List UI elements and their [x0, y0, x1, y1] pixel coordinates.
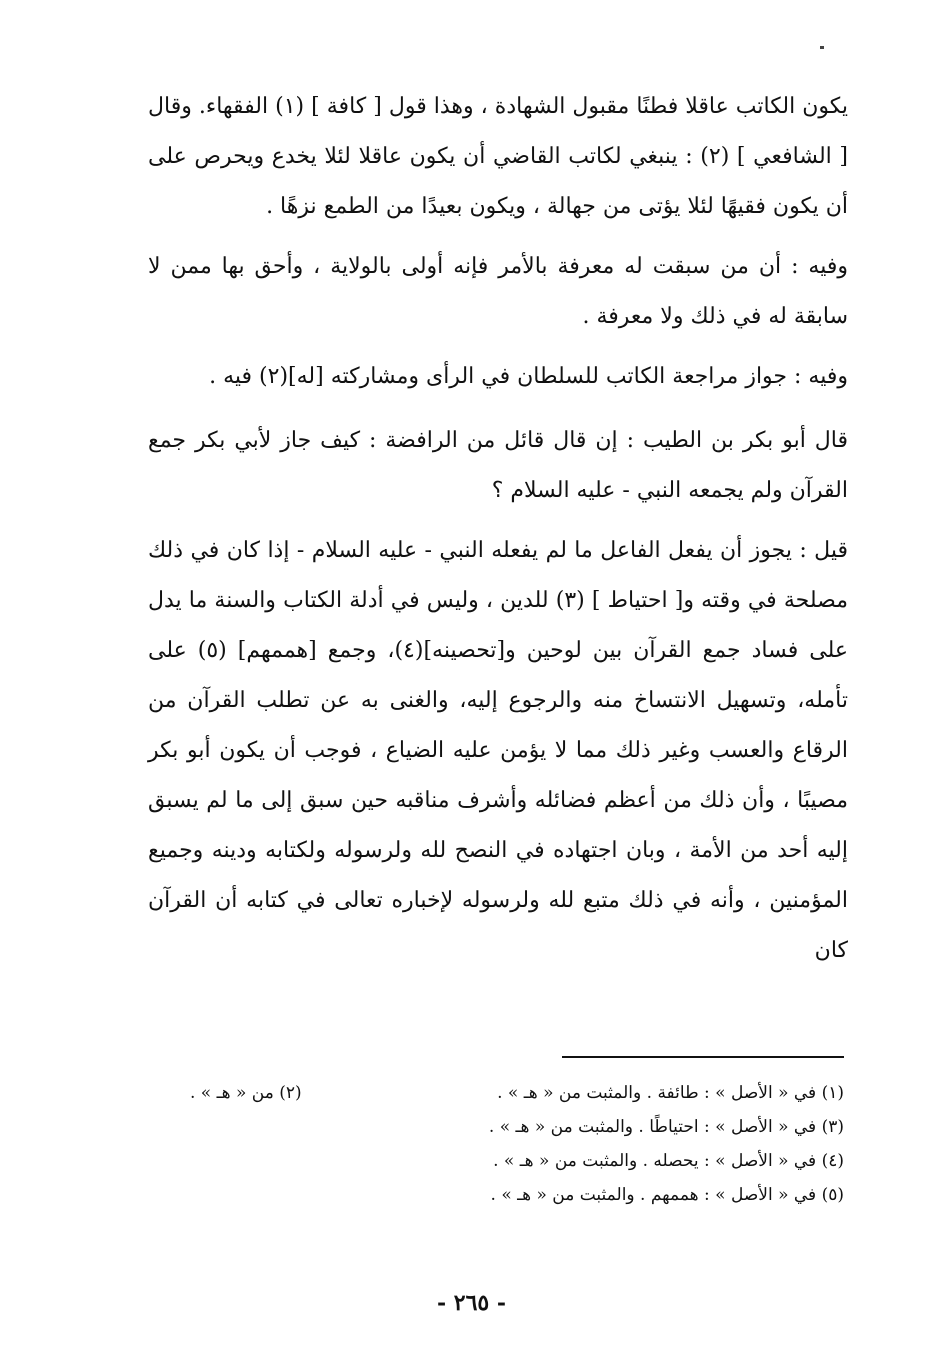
paragraph-5: قيل : يجوز أن يفعل الفاعل ما لم يفعله النبي - عليه السلام - إذا كان في ذلك مصلحة في وقته و[ احتياط ] (٣) للدين ، وليس في أدلة الكتاب والسنة ما يدل على فساد جمع القرآن بين لوحين و[تحصينه](٤)، وجمع [هممهم] (٥) على تأمله، وتسهيل الانتساخ منه والرجوع إليه، والغنى به عن تطلب القرآن من الرقاع والعسب وغير ذلك مما لا يؤمن عليه الضياع ، فوجب أن يكون أبو بكر مصيبًا ، وأن ذلك من أعظم فضائله وأشرف مناقبه حين سبق إلى ما لم يسبق إليه أحد من الأمة ، وبان اجتهاده في النصح لله ولرسوله ولكتابه ودينه وجميع المؤمنين ، وأنه في ذلك متبع لله ولرسوله لإخباره تعالى في كتابه أن القرآن كان	[148, 538, 849, 963]
paragraph-1: يكون الكاتب عاقلا فطنًا مقبول الشهادة ، وهذا قول [ كافة ] (١) الفقهاء. وقال [ الشافعي ] (٢) : ينبغي لكاتب القاضي أن يكون عاقلا لئلا يخدع ويحرص على أن يكون فقيهًا لئلا يؤتى من جهالة ، ويكون بعيدًا من الطمع نزهًا .	[148, 94, 848, 219]
footnote-separator	[562, 1056, 844, 1058]
footnote-2: (٢) من « هـ » .	[190, 1083, 302, 1103]
footnote-row	[190, 1076, 844, 1110]
footnote-4: (٤) في « الأصل » : يحصله . والمثبت من « هـ » .	[493, 1151, 844, 1171]
footnote-row	[190, 1144, 844, 1178]
paragraph-2: وفيه : أن من سبقت له معرفة بالأمر فإنه أولى بالولاية ، وأحق بها ممن لا سابقة له في ذلك ولا معرفة .	[148, 254, 848, 329]
scan-speck	[820, 46, 824, 49]
paragraph-3: وفيه : جواز مراجعة الكاتب للسلطان في الرأى ومشاركته [له](٢) فيه .	[209, 364, 848, 389]
footnote-3: (٣) في « الأصل » : احتياطًا . والمثبت من « هـ » .	[488, 1117, 844, 1137]
footnote-row	[190, 1110, 844, 1144]
footnotes	[190, 1076, 844, 1212]
page-number: - ٢٦٥ -	[436, 1290, 507, 1316]
footnote-1: (١) في « الأصل » : طائفة . والمثبت من « هـ » .	[497, 1083, 844, 1103]
paragraph-4: قال أبو بكر بن الطيب : إن قال قائل من الرافضة : كيف جاز لأبي بكر جمع القرآن ولم يجمعه النبي - عليه السلام ؟	[148, 428, 848, 503]
footnote-row	[190, 1178, 844, 1212]
footnote-5: (٥) في « الأصل » : هممهم . والمثبت من « هـ » .	[490, 1185, 844, 1205]
main-text	[148, 82, 848, 976]
